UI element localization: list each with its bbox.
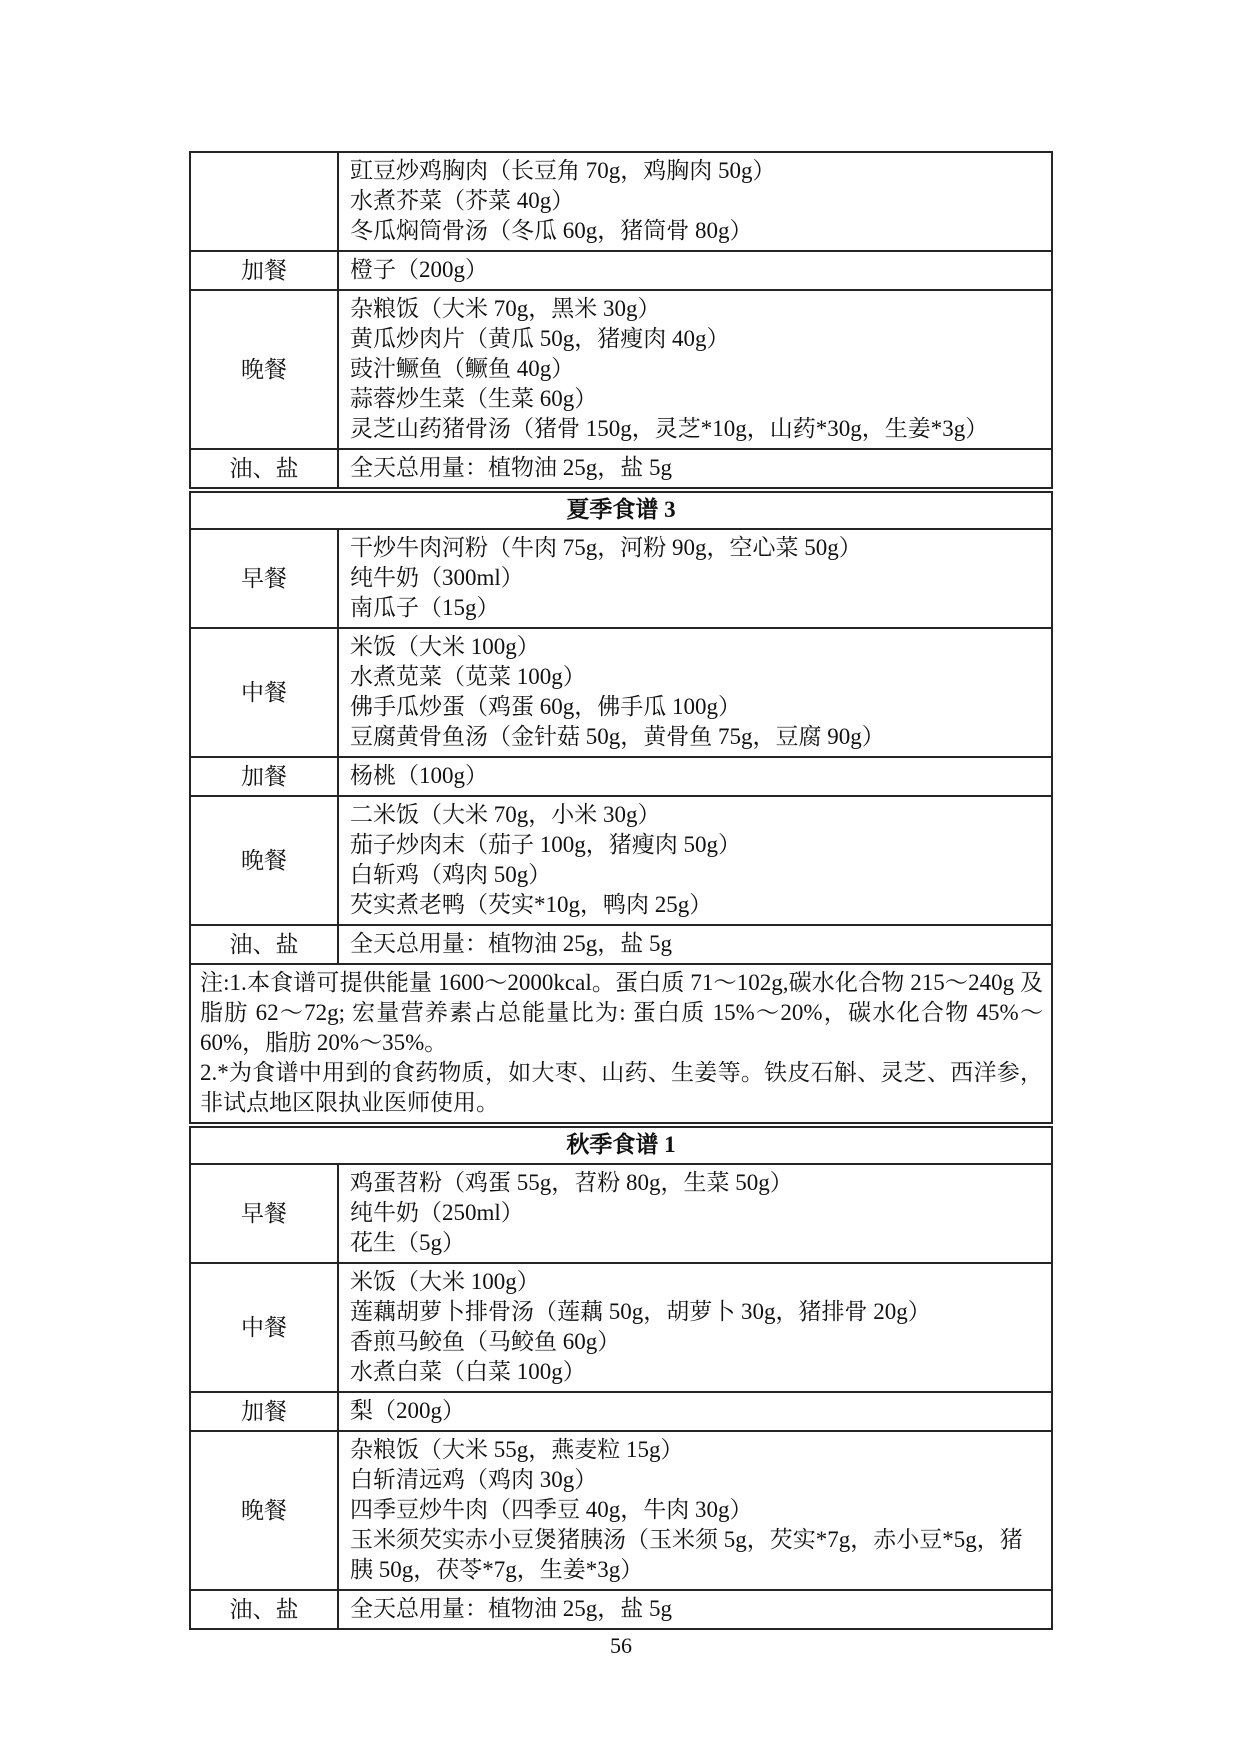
dish-item: 莲藕胡萝卜排骨汤（莲藕 50g，胡萝卜 30g，猪排骨 20g）: [350, 1299, 931, 1324]
meal-row: [190, 925, 1052, 964]
meal-items: [338, 628, 1052, 757]
meal-label: 油、盐: [190, 1590, 338, 1629]
note-paragraph: 注:1.本食谱可提供能量 1600～2000kcal。蛋白质 71～102g,碳水化合物 215～240g 及脂肪 62～72g; 宏量营养素占总能量比为: 蛋白质 15%～20%，碳水化合物 45%～60%，脂肪 20%～35%。: [200, 970, 1043, 1055]
dish-item: 全天总用量：植物油 25g，盐 5g: [350, 455, 672, 480]
dish-item: 鸡蛋苕粉（鸡蛋 55g，苕粉 80g，生菜 50g）: [350, 1170, 793, 1195]
dish-item: 豇豆炒鸡胸肉（长豆角 70g，鸡胸肉 50g）: [350, 158, 776, 183]
dish-item: 橙子（200g）: [350, 257, 488, 282]
meal-row: [190, 1431, 1052, 1590]
meal-row: [190, 290, 1052, 449]
meal-plan-table: [189, 151, 1053, 1630]
meal-items: [338, 1164, 1052, 1263]
dish-item: 水煮白菜（白菜 100g）: [350, 1359, 586, 1384]
meal-row: [190, 796, 1052, 925]
dish-item: 二米饭（大米 70g，小米 30g）: [350, 802, 661, 827]
dish-item: 芡实煮老鸭（芡实*10g，鸭肉 25g）: [350, 892, 713, 917]
dish-item: 纯牛奶（250ml）: [350, 1200, 524, 1225]
meal-items: [338, 1431, 1052, 1590]
meal-items: [338, 152, 1052, 251]
dish-item: 杂粮饭（大米 70g，黑米 30g）: [350, 296, 661, 321]
meal-row: [190, 1590, 1052, 1629]
note-paragraph: 2.*为食谱中用到的食药物质，如大枣、山药、生姜等。铁皮石斛、灵芝、西洋参，非试点地区限执业医师使用。: [200, 1060, 1043, 1115]
meal-items: [338, 449, 1052, 490]
meal-row: [190, 757, 1052, 796]
dish-item: 水煮苋菜（苋菜 100g）: [350, 664, 586, 689]
dish-item: 香煎马鲛鱼（马鲛鱼 60g）: [350, 1329, 621, 1354]
note-cell: [190, 964, 1052, 1125]
meal-label: 油、盐: [190, 449, 338, 490]
dish-item: 全天总用量：植物油 25g，盐 5g: [350, 931, 672, 956]
meal-items: [338, 529, 1052, 628]
meal-items: [338, 1590, 1052, 1629]
dish-item: 水煮芥菜（芥菜 40g）: [350, 188, 575, 213]
dish-item: 白斩鸡（鸡肉 50g）: [350, 862, 552, 887]
meal-items: [338, 1263, 1052, 1392]
meal-row: [190, 529, 1052, 628]
dish-item: 杨桃（100g）: [350, 763, 488, 788]
season-header-row: [190, 1125, 1052, 1164]
dish-item: 花生（5g）: [350, 1230, 465, 1255]
dish-item: 南瓜子（15g）: [350, 595, 500, 620]
meal-label: 晚餐: [190, 1431, 338, 1590]
meal-items: [338, 796, 1052, 925]
meal-row: [190, 251, 1052, 290]
dish-item: 四季豆炒牛肉（四季豆 40g，牛肉 30g）: [350, 1497, 753, 1522]
meal-label: 中餐: [190, 1263, 338, 1392]
meal-items: [338, 251, 1052, 290]
dish-item: 米饭（大米 100g）: [350, 1269, 540, 1294]
dish-item: 佛手瓜炒蛋（鸡蛋 60g，佛手瓜 100g）: [350, 694, 741, 719]
meal-label: 加餐: [190, 251, 338, 290]
season-header-row: [190, 490, 1052, 529]
season-header: 秋季食谱 1: [190, 1125, 1052, 1164]
dish-item: 茄子炒肉末（茄子 100g，猪瘦肉 50g）: [350, 832, 741, 857]
meal-row: [190, 449, 1052, 490]
note-row: [190, 964, 1052, 1125]
dish-item: 玉米须芡实赤小豆煲猪胰汤（玉米须 5g，芡实*7g，赤小豆*5g，猪胰 50g，茯苓*7g，生姜*3g）: [350, 1527, 1023, 1582]
meal-row: [190, 1392, 1052, 1431]
meal-items: [338, 1392, 1052, 1431]
meal-row: [190, 1164, 1052, 1263]
meal-row: [190, 1263, 1052, 1392]
meal-label: 晚餐: [190, 796, 338, 925]
dish-item: 米饭（大米 100g）: [350, 634, 540, 659]
dish-item: 蒜蓉炒生菜（生菜 60g）: [350, 386, 598, 411]
meal-label: 加餐: [190, 757, 338, 796]
meal-label: 早餐: [190, 529, 338, 628]
dish-item: 豆腐黄骨鱼汤（金针菇 50g，黄骨鱼 75g，豆腐 90g）: [350, 724, 885, 749]
dish-item: 干炒牛肉河粉（牛肉 75g，河粉 90g，空心菜 50g）: [350, 535, 862, 560]
meal-row: [190, 628, 1052, 757]
dish-item: 豉汁鳜鱼（鳜鱼 40g）: [350, 356, 575, 381]
dish-item: 白斩清远鸡（鸡肉 30g）: [350, 1467, 598, 1492]
meal-items: [338, 757, 1052, 796]
meal-label: 油、盐: [190, 925, 338, 964]
dish-item: 黄瓜炒肉片（黄瓜 50g，猪瘦肉 40g）: [350, 326, 730, 351]
meal-plan-table-body: [190, 152, 1052, 1629]
dish-item: 冬瓜焖筒骨汤（冬瓜 60g，猪筒骨 80g）: [350, 218, 753, 243]
meal-items: [338, 290, 1052, 449]
meal-label: 早餐: [190, 1164, 338, 1263]
season-header: 夏季食谱 3: [190, 490, 1052, 529]
meal-label: [190, 152, 338, 251]
meal-label: 晚餐: [190, 290, 338, 449]
meal-row: [190, 152, 1052, 251]
dish-item: 全天总用量：植物油 25g，盐 5g: [350, 1596, 672, 1621]
dish-item: 灵芝山药猪骨汤（猪骨 150g，灵芝*10g，山药*30g，生姜*3g）: [350, 416, 989, 441]
page-number: 56: [610, 1633, 632, 1658]
meal-items: [338, 925, 1052, 964]
dish-item: 梨（200g）: [350, 1398, 465, 1423]
meal-label: 中餐: [190, 628, 338, 757]
dish-item: 纯牛奶（300ml）: [350, 565, 524, 590]
dish-item: 杂粮饭（大米 55g，燕麦粒 15g）: [350, 1437, 684, 1462]
meal-label: 加餐: [190, 1392, 338, 1431]
